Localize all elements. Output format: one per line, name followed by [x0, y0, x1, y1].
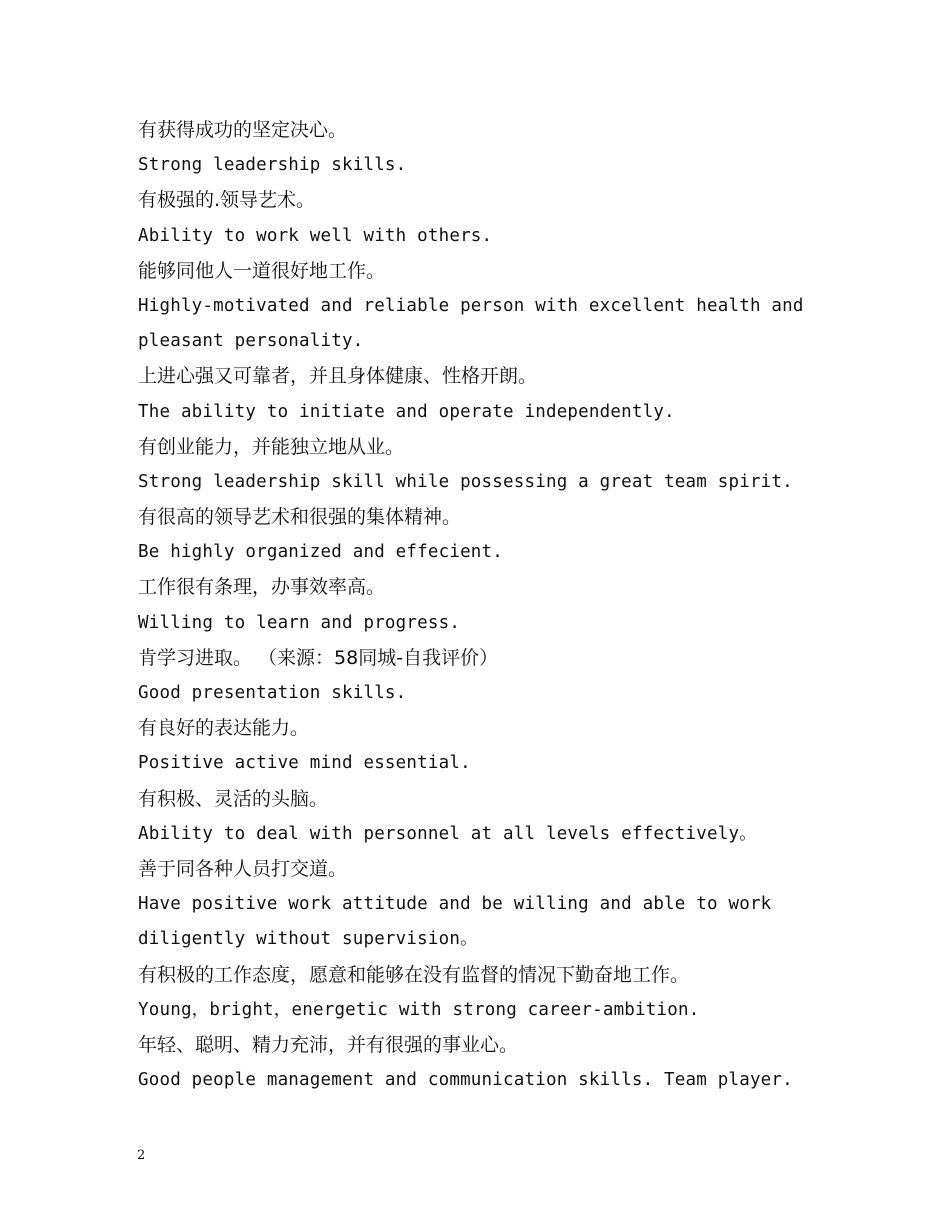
text-line: Willing to learn and progress.: [138, 612, 461, 633]
text-line: Strong leadership skill while possessing a great team spirit.: [138, 471, 793, 492]
text-line: Be highly organized and effecient.: [138, 542, 504, 563]
text-line: Strong leadership skills.: [138, 155, 407, 176]
text-line: Highly-motivated and reliable person with excellent health and: [138, 295, 804, 316]
text-line: 能够同他人一道很好地工作。: [138, 259, 386, 282]
text-line: 肯学习进取。 （来源：58同城-自我评价）: [138, 646, 499, 669]
text-line: 有极强的.领导艺术。: [138, 189, 316, 212]
text-line: 上进心强又可靠者，并且身体健康、性格开朗。: [138, 365, 538, 388]
text-line: 有积极、灵活的头脑。: [138, 787, 329, 810]
text-line: Positive active mind essential.: [138, 753, 471, 774]
text-line: pleasant personality.: [138, 331, 364, 352]
text-line: 有积极的工作态度，愿意和能够在没有监督的情况下勤奋地工作。: [138, 963, 690, 986]
text-line: Have positive work attitude and be willing and able to work: [138, 894, 772, 915]
text-line: 有创业能力，并能独立地从业。: [138, 435, 405, 458]
text-line: Good presentation skills.: [138, 683, 407, 703]
text-line: 年轻、聪明、精力充沛，并有很强的事业心。: [138, 1033, 519, 1056]
text-line: 善于同各种人员打交道。: [138, 857, 348, 880]
text-line: Young，bright，energetic with strong career-ambition.: [138, 999, 700, 1020]
text-line: Ability to deal with personnel at all levels effectively。: [138, 823, 757, 844]
text-line: diligently without supervision。: [138, 929, 478, 950]
text-line: The ability to initiate and operate independently.: [138, 401, 675, 422]
text-line: Good people management and communication skills. Team player.: [138, 1070, 793, 1091]
text-line: 有良好的表达能力。: [138, 717, 310, 740]
text-line: 有获得成功的坚定决心。: [138, 119, 348, 141]
text-line: 工作很有条理，办事效率高。: [138, 576, 386, 599]
text-line: 有很高的领导艺术和很强的集体精神。: [138, 506, 462, 529]
document-body: [138, 113, 828, 1098]
text-line: Ability to work well with others.: [138, 225, 493, 246]
page-number: 2: [137, 1148, 146, 1163]
